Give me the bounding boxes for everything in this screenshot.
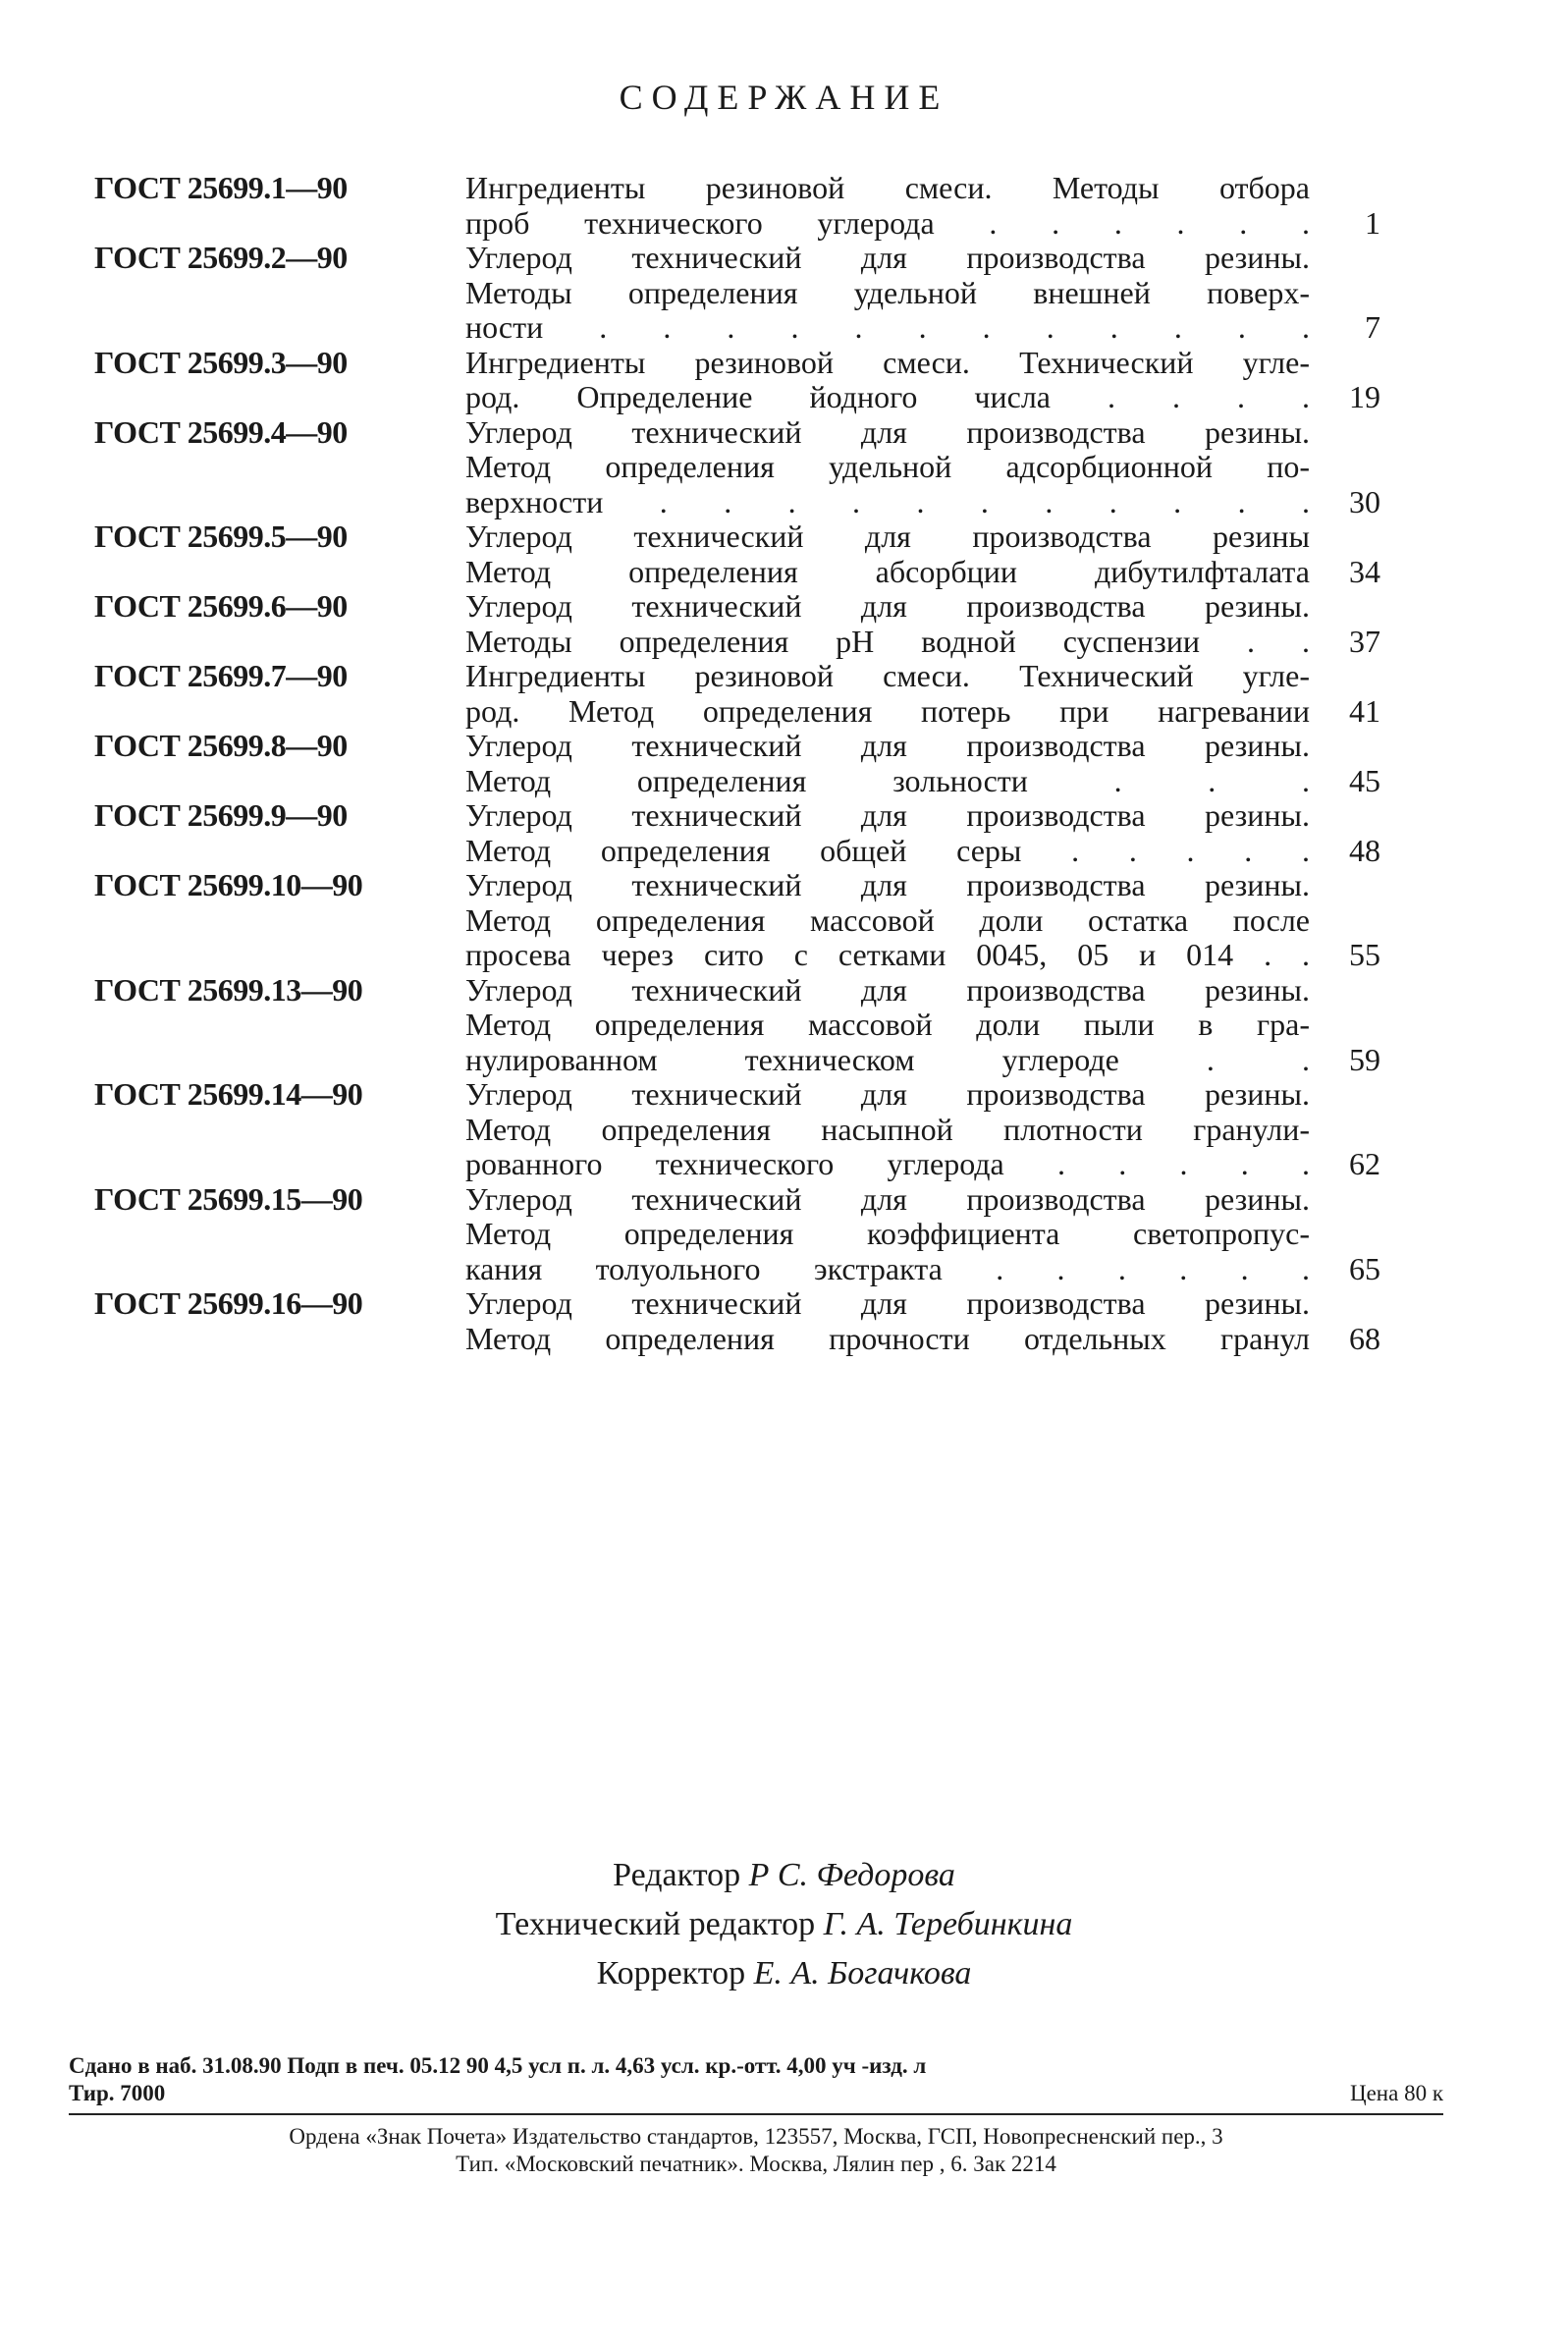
toc-standard-code: ГОСТ 25699.13—90 xyxy=(94,971,363,1008)
toc-title-line: Углерод технический для производства резины. xyxy=(465,971,1310,1008)
toc-title-line: Углерод технический для производства резины. xyxy=(465,588,1310,624)
imprint-printer: Тип. «Московский печатник». Москва, Лялин пер , 6. Зак 2214 xyxy=(456,2152,1056,2176)
toc-title-line: Метод определения массовой доли остатка после xyxy=(465,901,1310,938)
toc-title xyxy=(465,241,1310,346)
toc-title-line: верхности . . . . . . . . . . . xyxy=(465,483,1310,519)
toc-entry xyxy=(94,519,1380,589)
imprint-row-1 xyxy=(69,2052,1443,2080)
toc-standard-code: ГОСТ 25699.1—90 xyxy=(94,170,348,205)
credits xyxy=(0,1851,1568,1998)
toc-standard-code: ГОСТ 25699.16—90 xyxy=(94,1285,363,1321)
toc-title-line: Углерод технический для производства резины xyxy=(465,518,1310,554)
toc-title xyxy=(465,1182,1310,1287)
toc-page-number: 68 xyxy=(1349,1320,1380,1356)
toc-page-number: 48 xyxy=(1349,832,1380,868)
toc-title-line: Метод определения прочности отдельных гранул xyxy=(465,1320,1310,1356)
imprint-price: Цена 80 к xyxy=(1349,2081,1443,2105)
toc-title-line: проб технического углерода . . . . . . xyxy=(465,204,1310,241)
toc-standard-code: ГОСТ 25699.9—90 xyxy=(94,797,348,833)
toc-title xyxy=(465,729,1310,798)
toc-page-number: 34 xyxy=(1349,553,1380,589)
toc-title-line: Углерод технический для производства резины. xyxy=(465,413,1310,450)
toc-page-number: 65 xyxy=(1349,1250,1380,1286)
toc-title-line: Метод определения зольности . . . xyxy=(465,762,1310,798)
imprint-row-2 xyxy=(69,2080,1443,2107)
toc-entry xyxy=(94,973,1380,1078)
page-title: СОДЕРЖАНИЕ xyxy=(619,78,949,117)
tech-editor-line xyxy=(0,1900,1568,1949)
toc-standard-code: ГОСТ 25699.4—90 xyxy=(94,413,348,450)
corrector-line xyxy=(0,1949,1568,1998)
toc-entry xyxy=(94,659,1380,729)
toc-title-line: род. Определение йодного числа . . . . xyxy=(465,379,1310,414)
table-of-contents xyxy=(94,171,1380,1356)
toc-title xyxy=(465,868,1310,973)
toc-title-line: кания толуольного экстракта . . . . . . xyxy=(465,1250,1310,1286)
toc-title-line: просева через сито с сетками 0045, 05 и 014 . . xyxy=(465,937,1310,972)
toc-title-line: рованного технического углерода . . . . . xyxy=(465,1146,1310,1181)
toc-title-line: Углерод технический для производства резины. xyxy=(465,728,1310,763)
toc-title-line: нулированном техническом углероде . . xyxy=(465,1041,1310,1077)
tech-editor-label: Технический редактор xyxy=(495,1906,816,1942)
corrector-name: Е. А. Богачкова xyxy=(753,1955,972,1991)
toc-standard-code: ГОСТ 25699.15—90 xyxy=(94,1180,363,1217)
toc-page-number: 41 xyxy=(1349,692,1380,729)
toc-title-line: Углерод технический для производства резины. xyxy=(465,240,1310,275)
tech-editor-name: Г. А. Теребинкина xyxy=(823,1906,1073,1942)
toc-title xyxy=(465,415,1310,520)
toc-standard-code: ГОСТ 25699.5—90 xyxy=(94,518,348,554)
toc-standard-code: ГОСТ 25699.14—90 xyxy=(94,1076,363,1112)
divider xyxy=(69,2113,1443,2115)
toc-title xyxy=(465,1286,1310,1356)
toc-title-line: Метод определения абсорбции дибутилфталата xyxy=(465,553,1310,589)
toc-page-number: 55 xyxy=(1349,937,1380,972)
editor-label: Редактор xyxy=(613,1857,741,1893)
toc-standard-code: ГОСТ 25699.10—90 xyxy=(94,867,363,902)
toc-entry xyxy=(94,868,1380,973)
toc-standard-code: ГОСТ 25699.2—90 xyxy=(94,240,348,275)
toc-entry xyxy=(94,729,1380,798)
toc-page-number: 62 xyxy=(1349,1146,1380,1181)
toc-title-line: Метод определения коэффициента светопропус- xyxy=(465,1216,1310,1251)
imprint-publisher: Ордена «Знак Почета» Издательство стандартов, 123557, Москва, ГСП, Новопресненский пер., 3 xyxy=(289,2124,1223,2149)
toc-entry xyxy=(94,798,1380,868)
imprint-print-data: Сдано в наб. 31.08.90 Подп в печ. 05.12 90 4,5 усл п. л. 4,63 усл. кр.-отт. 4,00 уч -изд. л xyxy=(69,2053,927,2078)
toc-title xyxy=(465,346,1310,415)
toc-entry xyxy=(94,589,1380,659)
toc-entry xyxy=(94,171,1380,241)
toc-page-number: 1 xyxy=(1365,204,1380,241)
toc-title-line: Метод определения массовой доли пыли в гра- xyxy=(465,1007,1310,1042)
toc-title xyxy=(465,973,1310,1078)
corrector-label: Корректор xyxy=(596,1955,746,1991)
toc-standard-code: ГОСТ 25699.8—90 xyxy=(94,728,348,763)
imprint xyxy=(69,2052,1443,2178)
toc-title-line: Углерод технический для производства резины. xyxy=(465,1180,1310,1217)
toc-page-number: 59 xyxy=(1349,1041,1380,1077)
toc-title-line: Метод определения общей серы . . . . . xyxy=(465,832,1310,868)
toc-title xyxy=(465,659,1310,729)
toc-title-line: Ингредиенты резиновой смеси. Технический угле- xyxy=(465,658,1310,693)
toc-title-line: Ингредиенты резиновой смеси. Технический угле- xyxy=(465,344,1310,380)
toc-title xyxy=(465,171,1310,241)
toc-entry xyxy=(94,1077,1380,1182)
toc-title xyxy=(465,589,1310,659)
toc-standard-code: ГОСТ 25699.7—90 xyxy=(94,658,348,693)
toc-page-number: 45 xyxy=(1349,762,1380,798)
toc-title-line: Углерод технический для производства резины. xyxy=(465,797,1310,833)
toc-title-line: Методы определения pH водной суспензии . . xyxy=(465,623,1310,659)
toc-title-line: Углерод технический для производства резины. xyxy=(465,1076,1310,1112)
toc-title xyxy=(465,519,1310,589)
toc-standard-code: ГОСТ 25699.3—90 xyxy=(94,344,348,380)
toc-title-line: Углерод технический для производства резины. xyxy=(465,1285,1310,1321)
editor-line xyxy=(0,1851,1568,1900)
toc-title xyxy=(465,1077,1310,1182)
toc-entry xyxy=(94,241,1380,346)
toc-page-number: 19 xyxy=(1349,379,1380,414)
editor-name: Р С. Федорова xyxy=(748,1857,955,1893)
toc-entry xyxy=(94,1182,1380,1287)
toc-title xyxy=(465,798,1310,868)
toc-page-number: 30 xyxy=(1349,483,1380,519)
imprint-circulation: Тир. 7000 xyxy=(69,2081,166,2105)
toc-entry xyxy=(94,415,1380,520)
toc-entry xyxy=(94,1286,1380,1356)
toc-title-line: Метод определения удельной адсорбционной по- xyxy=(465,449,1310,484)
toc-page-number: 37 xyxy=(1349,623,1380,659)
toc-title-line: Ингредиенты резиновой смеси. Методы отбора xyxy=(465,170,1310,205)
toc-standard-code: ГОСТ 25699.6—90 xyxy=(94,588,348,624)
toc-page-number: 7 xyxy=(1365,309,1380,345)
toc-entry xyxy=(94,346,1380,415)
toc-title-line: Метод определения насыпной плотности гранули- xyxy=(465,1111,1310,1147)
toc-title-line: ности . . . . . . . . . . . . xyxy=(465,309,1310,345)
toc-title-line: Методы определения удельной внешней поверх- xyxy=(465,274,1310,310)
toc-title-line: род. Метод определения потерь при нагревании xyxy=(465,692,1310,729)
toc-title-line: Углерод технический для производства резины. xyxy=(465,867,1310,902)
